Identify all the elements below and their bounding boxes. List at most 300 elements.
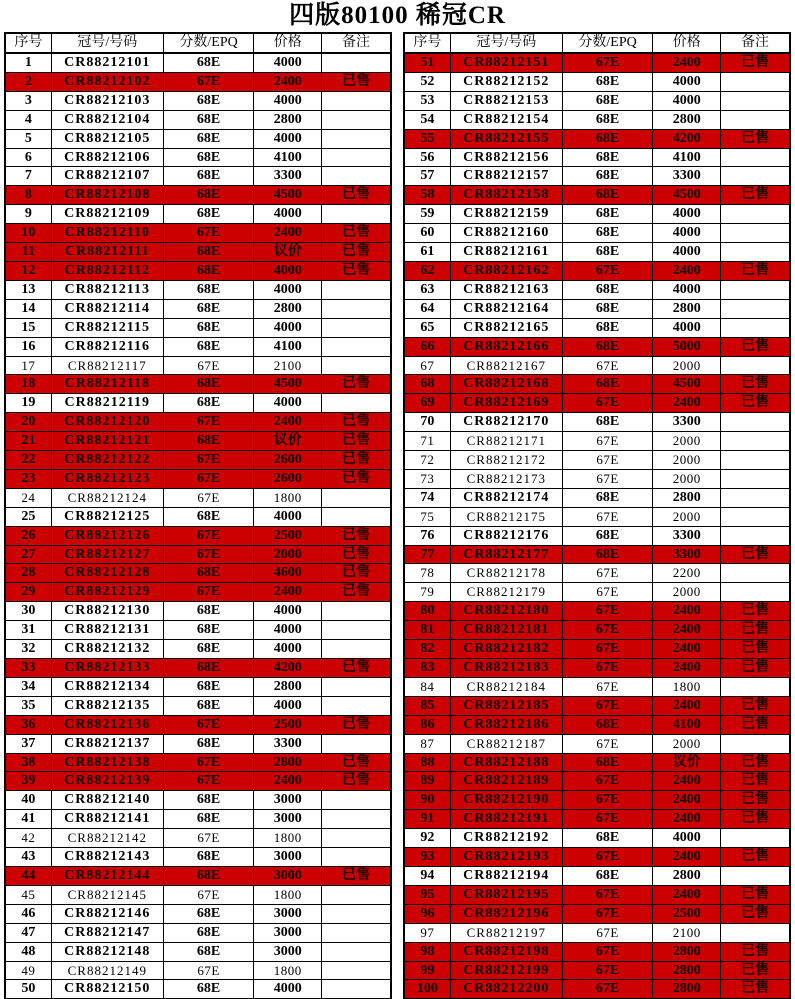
cell-grade: 67E (163, 469, 254, 488)
cell-note (322, 942, 392, 961)
cell-grade: 68E (562, 488, 653, 507)
cell-index: 2 (5, 72, 51, 91)
cell-index: 45 (5, 885, 51, 904)
cell-grade: 68E (163, 791, 254, 810)
cell-index: 12 (5, 261, 51, 280)
column-header-grade: 分数/EPQ (562, 33, 653, 53)
cell-grade: 68E (163, 205, 254, 224)
cell-grade: 67E (562, 961, 653, 980)
cell-code: CR88212153 (450, 91, 562, 110)
cell-index: 18 (5, 375, 51, 394)
cell-index: 92 (404, 829, 450, 848)
table-row (5, 186, 391, 205)
table-row (5, 810, 391, 829)
cell-grade: 68E (163, 186, 254, 205)
cell-grade: 68E (562, 280, 653, 299)
cell-note: 已售 (721, 337, 791, 356)
cell-grade: 67E (562, 507, 653, 526)
cell-code: CR88212127 (51, 545, 163, 564)
cell-code: CR88212171 (450, 432, 562, 451)
table-row (404, 659, 790, 678)
cell-index: 79 (404, 583, 450, 602)
cell-price: 2100 (653, 923, 721, 942)
cell-index: 96 (404, 904, 450, 923)
cell-index: 97 (404, 923, 450, 942)
cell-index: 48 (5, 942, 51, 961)
cell-code: CR88212200 (450, 980, 562, 999)
header-row (404, 33, 790, 53)
table-row (5, 772, 391, 791)
cell-note (721, 507, 791, 526)
cell-grade: 68E (163, 91, 254, 110)
table-row (404, 507, 790, 526)
cell-index: 17 (5, 356, 51, 375)
cell-grade: 67E (163, 961, 254, 980)
cell-code: CR88212193 (450, 848, 562, 867)
cell-note (721, 280, 791, 299)
cell-index: 54 (404, 110, 450, 129)
cell-code: CR88212197 (450, 923, 562, 942)
cell-index: 58 (404, 186, 450, 205)
cell-price: 2400 (653, 696, 721, 715)
cell-index: 55 (404, 129, 450, 148)
cell-price: 2000 (653, 583, 721, 602)
cell-price: 1800 (254, 961, 322, 980)
cell-index: 98 (404, 942, 450, 961)
cell-index: 73 (404, 469, 450, 488)
cell-price: 2400 (653, 659, 721, 678)
table-row (404, 621, 790, 640)
cell-code: CR88212185 (450, 696, 562, 715)
cell-note: 已售 (721, 753, 791, 772)
cell-grade: 68E (163, 167, 254, 186)
cell-note: 已售 (721, 980, 791, 999)
cell-price: 2800 (653, 110, 721, 129)
cell-note (322, 980, 392, 999)
cell-note (322, 91, 392, 110)
cell-grade: 68E (163, 432, 254, 451)
cell-code: CR88212151 (450, 53, 562, 72)
cell-price: 1800 (653, 677, 721, 696)
cell-note (721, 451, 791, 470)
cell-code: CR88212126 (51, 526, 163, 545)
cell-index: 99 (404, 961, 450, 980)
cell-note (322, 734, 392, 753)
cell-price: 4200 (254, 659, 322, 678)
cell-grade: 68E (163, 507, 254, 526)
cell-price: 2400 (653, 885, 721, 904)
cell-note (721, 91, 791, 110)
cell-index: 34 (5, 677, 51, 696)
cell-code: CR88212133 (51, 659, 163, 678)
cell-index: 90 (404, 791, 450, 810)
cell-price: 4000 (653, 224, 721, 243)
cell-grade: 67E (562, 261, 653, 280)
table-row (404, 91, 790, 110)
cell-index: 24 (5, 488, 51, 507)
cell-price: 议价 (653, 753, 721, 772)
cell-note (721, 224, 791, 243)
cell-price: 2800 (254, 110, 322, 129)
table-row (5, 659, 391, 678)
cell-grade: 67E (562, 621, 653, 640)
cell-price: 4200 (653, 129, 721, 148)
cell-price: 4500 (653, 186, 721, 205)
cell-price: 4100 (653, 715, 721, 734)
cell-note (721, 167, 791, 186)
table-row (5, 72, 391, 91)
header-row (5, 33, 391, 53)
cell-price: 2000 (653, 432, 721, 451)
cell-price: 2600 (254, 451, 322, 470)
cell-grade: 68E (562, 753, 653, 772)
cell-note (721, 413, 791, 432)
table-row (404, 375, 790, 394)
cell-price: 2000 (653, 734, 721, 753)
cell-code: CR88212132 (51, 640, 163, 659)
cell-index: 53 (404, 91, 450, 110)
cell-price: 2400 (653, 394, 721, 413)
cell-price: 3300 (653, 526, 721, 545)
cell-index: 4 (5, 110, 51, 129)
cell-grade: 67E (562, 677, 653, 696)
table-row (5, 432, 391, 451)
cell-grade: 68E (562, 72, 653, 91)
cell-note (322, 677, 392, 696)
cell-code: CR88212142 (51, 829, 163, 848)
cell-index: 59 (404, 205, 450, 224)
cell-index: 77 (404, 545, 450, 564)
cell-grade: 67E (562, 923, 653, 942)
cell-note: 已售 (721, 772, 791, 791)
cell-code: CR88212105 (51, 129, 163, 148)
cell-code: CR88212191 (450, 810, 562, 829)
cell-index: 78 (404, 564, 450, 583)
page-title: 四版80100 稀冠CR (289, 2, 506, 29)
cell-note: 已售 (322, 583, 392, 602)
cell-note: 已售 (322, 659, 392, 678)
cell-index: 22 (5, 451, 51, 470)
cell-price: 4000 (653, 829, 721, 848)
cell-index: 14 (5, 299, 51, 318)
cell-grade: 68E (163, 261, 254, 280)
table-row (404, 810, 790, 829)
cell-note (721, 432, 791, 451)
cell-code: CR88212148 (51, 942, 163, 961)
cell-note: 已售 (721, 961, 791, 980)
cell-code: CR88212186 (450, 715, 562, 734)
cell-grade: 67E (562, 432, 653, 451)
table-row (404, 432, 790, 451)
cell-price: 3300 (653, 167, 721, 186)
cell-price: 4000 (254, 621, 322, 640)
cell-code: CR88212174 (450, 488, 562, 507)
cell-grade: 67E (562, 734, 653, 753)
cell-note (322, 129, 392, 148)
table-row (404, 942, 790, 961)
cell-index: 57 (404, 167, 450, 186)
cell-note (322, 885, 392, 904)
cell-price: 3000 (254, 923, 322, 942)
cell-price: 2400 (653, 602, 721, 621)
cell-code: CR88212103 (51, 91, 163, 110)
cell-note: 已售 (322, 564, 392, 583)
cell-code: CR88212177 (450, 545, 562, 564)
cell-grade: 68E (163, 375, 254, 394)
cell-grade: 68E (163, 923, 254, 942)
table-row (404, 829, 790, 848)
cell-note (721, 923, 791, 942)
cell-price: 4000 (653, 318, 721, 337)
cell-grade: 67E (163, 829, 254, 848)
cell-price: 2800 (653, 299, 721, 318)
cell-price: 3000 (254, 904, 322, 923)
price-table-left (4, 32, 392, 999)
cell-grade: 68E (163, 659, 254, 678)
cell-code: CR88212113 (51, 280, 163, 299)
cell-price: 3000 (254, 810, 322, 829)
cell-code: CR88212149 (51, 961, 163, 980)
cell-grade: 68E (562, 413, 653, 432)
cell-note (322, 640, 392, 659)
cell-price: 2800 (653, 961, 721, 980)
cell-price: 2100 (254, 356, 322, 375)
table-row (404, 848, 790, 867)
cell-code: CR88212169 (450, 394, 562, 413)
cell-price: 2800 (653, 488, 721, 507)
cell-grade: 67E (562, 904, 653, 923)
cell-note: 已售 (322, 243, 392, 262)
table-row (404, 356, 790, 375)
cell-index: 47 (5, 923, 51, 942)
cell-price: 4000 (254, 980, 322, 999)
cell-note (322, 923, 392, 942)
cell-grade: 68E (562, 866, 653, 885)
cell-price: 议价 (254, 432, 322, 451)
cell-price: 4000 (254, 507, 322, 526)
cell-index: 76 (404, 526, 450, 545)
cell-code: CR88212154 (450, 110, 562, 129)
cell-index: 37 (5, 734, 51, 753)
cell-index: 51 (404, 53, 450, 72)
cell-note: 已售 (322, 753, 392, 772)
table-row (5, 829, 391, 848)
cell-code: CR88212172 (450, 451, 562, 470)
table-row (5, 602, 391, 621)
cell-price: 3300 (653, 545, 721, 564)
cell-grade: 68E (163, 243, 254, 262)
cell-code: CR88212130 (51, 602, 163, 621)
cell-grade: 67E (562, 53, 653, 72)
cell-code: CR88212122 (51, 451, 163, 470)
table-row (5, 224, 391, 243)
cell-code: CR88212166 (450, 337, 562, 356)
cell-index: 13 (5, 280, 51, 299)
cell-note (721, 148, 791, 167)
cell-price: 2500 (254, 526, 322, 545)
cell-grade: 67E (562, 602, 653, 621)
cell-note (721, 72, 791, 91)
cell-price: 2800 (653, 980, 721, 999)
table-row (404, 715, 790, 734)
cell-grade: 67E (163, 72, 254, 91)
cell-code: CR88212138 (51, 753, 163, 772)
cell-code: CR88212164 (450, 299, 562, 318)
cell-code: CR88212195 (450, 885, 562, 904)
cell-code: CR88212111 (51, 243, 163, 262)
table-row (5, 791, 391, 810)
cell-note (322, 148, 392, 167)
cell-index: 23 (5, 469, 51, 488)
cell-grade: 68E (163, 564, 254, 583)
cell-index: 91 (404, 810, 450, 829)
cell-code: CR88212101 (51, 53, 163, 72)
cell-price: 4000 (653, 280, 721, 299)
cell-grade: 67E (562, 469, 653, 488)
cell-index: 86 (404, 715, 450, 734)
table-row (5, 980, 391, 999)
cell-note: 已售 (322, 545, 392, 564)
cell-grade: 67E (163, 488, 254, 507)
cell-note (322, 110, 392, 129)
cell-price: 2800 (254, 677, 322, 696)
table-row (404, 129, 790, 148)
cell-grade: 68E (163, 696, 254, 715)
cell-code: CR88212163 (450, 280, 562, 299)
cell-note: 已售 (322, 186, 392, 205)
table-row (404, 53, 790, 72)
cell-note (322, 53, 392, 72)
table-row (5, 243, 391, 262)
cell-index: 85 (404, 696, 450, 715)
cell-note: 已售 (721, 885, 791, 904)
cell-index: 50 (5, 980, 51, 999)
table-row (5, 261, 391, 280)
table-row (5, 129, 391, 148)
cell-note: 已售 (721, 261, 791, 280)
cell-index: 82 (404, 640, 450, 659)
cell-grade: 68E (163, 810, 254, 829)
cell-grade: 68E (163, 53, 254, 72)
cell-grade: 67E (163, 224, 254, 243)
table-row (5, 318, 391, 337)
cell-index: 39 (5, 772, 51, 791)
cell-code: CR88212190 (450, 791, 562, 810)
table-row (404, 148, 790, 167)
column-header-code: 冠号/号码 (450, 33, 562, 53)
cell-note (322, 356, 392, 375)
cell-code: CR88212173 (450, 469, 562, 488)
cell-code: CR88212183 (450, 659, 562, 678)
cell-price: 2000 (653, 469, 721, 488)
cell-grade: 68E (163, 337, 254, 356)
cell-code: CR88212176 (450, 526, 562, 545)
cell-price: 2400 (653, 810, 721, 829)
cell-code: CR88212196 (450, 904, 562, 923)
cell-price: 4500 (653, 375, 721, 394)
cell-code: CR88212178 (450, 564, 562, 583)
table-row (404, 110, 790, 129)
cell-note (721, 677, 791, 696)
cell-code: CR88212150 (51, 980, 163, 999)
cell-price: 2400 (254, 413, 322, 432)
cell-index: 49 (5, 961, 51, 980)
cell-grade: 68E (562, 299, 653, 318)
cell-code: CR88212125 (51, 507, 163, 526)
cell-index: 61 (404, 243, 450, 262)
table-row (404, 261, 790, 280)
cell-index: 41 (5, 810, 51, 829)
cell-index: 100 (404, 980, 450, 999)
cell-grade: 67E (562, 451, 653, 470)
cell-grade: 67E (562, 772, 653, 791)
table-row (5, 205, 391, 224)
cell-note (721, 526, 791, 545)
cell-code: CR88212106 (51, 148, 163, 167)
table-row (5, 564, 391, 583)
cell-code: CR88212104 (51, 110, 163, 129)
cell-price: 4000 (254, 394, 322, 413)
cell-price: 4000 (653, 72, 721, 91)
cell-index: 87 (404, 734, 450, 753)
cell-code: CR88212124 (51, 488, 163, 507)
table-row (404, 243, 790, 262)
cell-grade: 68E (562, 375, 653, 394)
cell-note (322, 810, 392, 829)
cell-note (721, 866, 791, 885)
cell-code: CR88212134 (51, 677, 163, 696)
cell-grade: 68E (562, 318, 653, 337)
cell-code: CR88212160 (450, 224, 562, 243)
cell-note (322, 791, 392, 810)
table-row (404, 866, 790, 885)
cell-price: 4100 (254, 337, 322, 356)
cell-grade: 67E (562, 810, 653, 829)
cell-note (721, 205, 791, 224)
cell-grade: 68E (163, 621, 254, 640)
table-row (404, 280, 790, 299)
cell-note: 已售 (721, 545, 791, 564)
cell-note: 已售 (721, 848, 791, 867)
cell-code: CR88212128 (51, 564, 163, 583)
table-row (5, 677, 391, 696)
cell-note (322, 337, 392, 356)
cell-price: 4100 (254, 148, 322, 167)
cell-note: 已售 (322, 375, 392, 394)
cell-code: CR88212117 (51, 356, 163, 375)
table-row (5, 167, 391, 186)
cell-code: CR88212199 (450, 961, 562, 980)
cell-grade: 68E (163, 677, 254, 696)
column-header-index: 序号 (5, 33, 51, 53)
cell-note (322, 488, 392, 507)
cell-index: 75 (404, 507, 450, 526)
cell-note: 已售 (721, 942, 791, 961)
cell-note (322, 318, 392, 337)
cell-price: 2800 (254, 299, 322, 318)
cell-price: 4500 (254, 186, 322, 205)
cell-grade: 67E (562, 848, 653, 867)
table-row (5, 526, 391, 545)
cell-code: CR88212110 (51, 224, 163, 243)
cell-code: CR88212108 (51, 186, 163, 205)
table-row (5, 961, 391, 980)
cell-price: 1800 (254, 829, 322, 848)
cell-code: CR88212156 (450, 148, 562, 167)
table-row (5, 91, 391, 110)
cell-note: 已售 (322, 261, 392, 280)
cell-grade: 68E (163, 866, 254, 885)
